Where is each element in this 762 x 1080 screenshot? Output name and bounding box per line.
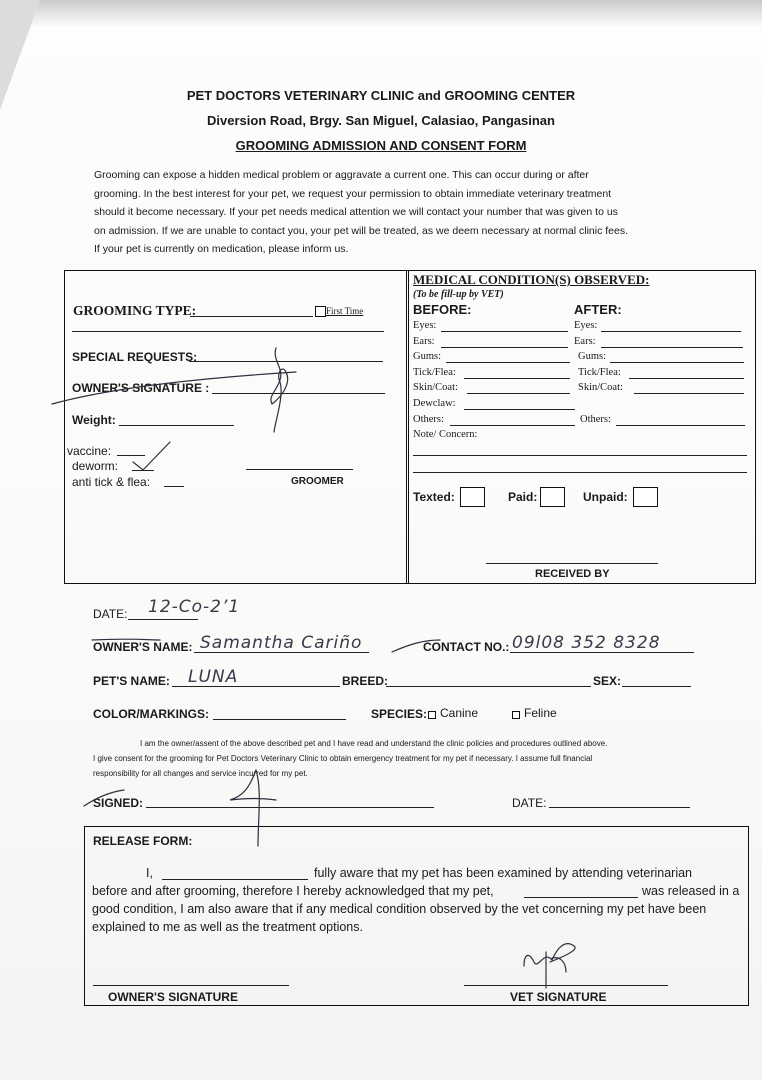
- signed-signature-tail: [84, 790, 124, 806]
- clinic-address: Diversion Road, Brgy. San Miguel, Calasiao, Pangasinan: [207, 113, 555, 128]
- breed-label: BREED:: [342, 674, 389, 688]
- intro-line-1: Grooming can expose a hidden medical problem or aggravate a current one. This can occur during or after: [94, 169, 589, 181]
- contact-value: 09l08 352 8328: [512, 633, 661, 653]
- after-eyes: Eyes:: [574, 320, 598, 331]
- owner-name-value: Samantha Cariño: [200, 633, 363, 653]
- before-skincoat: Skin/Coat:: [413, 382, 458, 393]
- species-label: SPECIES:: [371, 707, 428, 721]
- intro-line-2: grooming. In the best interest for your pet, we request your permission to obtain immediate veterinary treatment: [94, 187, 612, 200]
- vaccine-label: vaccine:: [67, 444, 112, 458]
- note-concern-label: Note/ Concern:: [413, 429, 478, 440]
- release-line-2b: was released in a: [642, 884, 740, 898]
- before-dewclaw: Dewclaw:: [413, 398, 456, 409]
- contact-stroke: [392, 640, 440, 652]
- release-line-3: good condition, I am also aware that if any medical condition observed by the vet concerning my pet have been: [92, 902, 707, 916]
- signed-label: SIGNED:: [93, 796, 144, 810]
- date-value: 12-Co-2’1: [148, 597, 241, 617]
- weight-label: Weight:: [72, 413, 116, 427]
- unpaid-label: Unpaid:: [583, 490, 628, 504]
- after-ears: Ears:: [574, 336, 596, 347]
- clinic-name: PET DOCTORS VETERINARY CLINIC and GROOMING CENTER: [186, 88, 576, 103]
- release-line-4: explained to me as well as the treatment options.: [92, 920, 363, 934]
- after-tickflea: Tick/Flea:: [578, 367, 621, 378]
- medical-condition-title: MEDICAL CONDITION(S) OBSERVED:: [413, 272, 650, 287]
- before-eyes: Eyes:: [413, 320, 437, 331]
- after-others: Others:: [580, 414, 611, 425]
- groomer-label: GROOMER: [291, 476, 344, 487]
- pet-name-value: LUNA: [188, 667, 239, 687]
- after-gums: Gums:: [578, 351, 607, 362]
- signed-signature-scribble: [230, 770, 276, 846]
- sex-label: SEX:: [593, 674, 622, 688]
- owner-signature-scribble: [271, 348, 288, 432]
- feline-label: Feline: [524, 706, 557, 720]
- owner-signature-cross: [52, 372, 296, 404]
- owner-name-stroke: [92, 639, 160, 640]
- intro-line-4: on admission. If we are unable to contact you, your pet will be treated, as we deem necessary at normal clinic fees.: [94, 224, 629, 237]
- vaccine-check-mark: [133, 442, 170, 470]
- texted-label: Texted:: [413, 490, 455, 504]
- after-heading: AFTER:: [574, 302, 622, 317]
- deworm-label: deworm:: [72, 459, 119, 473]
- date2-label: DATE:: [512, 796, 547, 810]
- vet-signature-label: VET SIGNATURE: [510, 990, 607, 1004]
- vet-signature-scribble: [524, 944, 575, 988]
- contact-label: CONTACT NO.:: [423, 640, 510, 654]
- grooming-type-label: GROOMING TYPE:: [73, 303, 197, 318]
- intro-line-5: If your pet is currently on medication, please inform us.: [94, 243, 349, 255]
- paid-label: Paid:: [508, 490, 538, 504]
- owner-release-signature-label: OWNER'S SIGNATURE: [108, 990, 238, 1004]
- form-title: GROOMING ADMISSION AND CONSENT FORM: [235, 138, 527, 153]
- color-markings-label: COLOR/MARKINGS:: [93, 707, 209, 721]
- release-form-title: RELEASE FORM:: [93, 834, 193, 848]
- before-heading: BEFORE:: [413, 302, 472, 317]
- owner-name-label: OWNER'S NAME:: [93, 640, 193, 654]
- canine-label: Canine: [440, 706, 479, 720]
- before-gums: Gums:: [413, 351, 442, 362]
- date-label: DATE:: [93, 607, 128, 621]
- pet-name-label: PET'S NAME:: [93, 674, 170, 688]
- before-others: Others:: [413, 414, 444, 425]
- release-line-2a: before and after grooming, therefore I hereby acknowledged that my pet,: [92, 884, 494, 898]
- vet-fill-note: (To be fill-up by VET): [413, 289, 504, 300]
- release-line-1b: fully aware that my pet has been examined by attending veterinarian: [314, 866, 693, 880]
- before-ears: Ears:: [413, 336, 435, 347]
- received-by-label: RECEIVED BY: [535, 568, 610, 580]
- intro-line-3: should it become necessary. If your pet needs medical attention we will contact your number that was given to us: [94, 206, 618, 218]
- first-time-label: First Time: [326, 306, 364, 316]
- special-requests-label: SPECIAL REQUESTS:: [72, 350, 198, 364]
- before-tickflea: Tick/Flea:: [413, 367, 456, 378]
- consent-line-1: I am the owner/assent of the above described pet and I have read and understand the clinic policies and procedures outlined above.: [140, 739, 608, 748]
- consent-line-3: responsibility for all changes and service incurred for my pet.: [93, 769, 308, 778]
- after-skincoat: Skin/Coat:: [578, 382, 623, 393]
- owner-signature-label: OWNER'S SIGNATURE :: [72, 381, 210, 395]
- release-line-1a: I,: [146, 866, 153, 880]
- consent-line-2: I give consent for the grooming for Pet Doctors Veterinary Clinic to obtain emergency treatment for my pet if necessary. I assume full financial: [93, 754, 593, 763]
- anti-tick-label: anti tick & flea:: [72, 475, 151, 489]
